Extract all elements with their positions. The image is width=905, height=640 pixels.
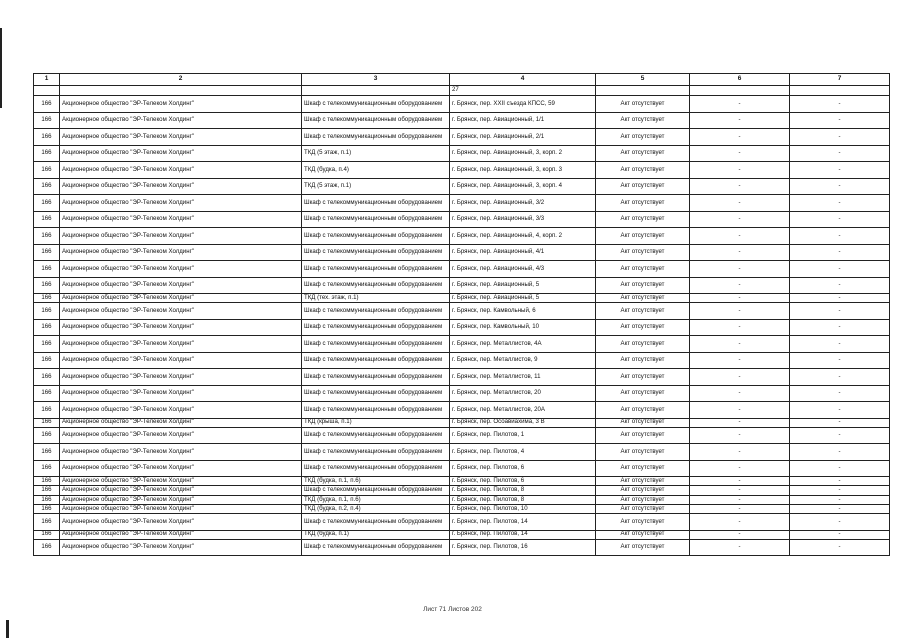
act-status-cell: Акт отсутствует (596, 539, 690, 556)
column-6-cell: - (690, 460, 790, 477)
column-6-cell: - (690, 427, 790, 444)
column-7-cell: - (790, 460, 890, 477)
column-7-cell: - (790, 402, 890, 419)
continuation-note: 27 (450, 86, 596, 96)
table-row (34, 112, 890, 129)
table-row (34, 211, 890, 228)
act-status-cell: Акт отсутствует (596, 145, 690, 162)
address-cell: г. Брянск, пер. Авиационный, 4, корп. 2 (450, 228, 596, 245)
organization-cell: Акционерное общество "ЭР-Телеком Холдинг" (60, 477, 302, 486)
organization-cell: Акционерное общество "ЭР-Телеком Холдинг" (60, 277, 302, 294)
organization-cell: Акционерное общество "ЭР-Телеком Холдинг" (60, 244, 302, 261)
organization-cell: Акционерное общество "ЭР-Телеком Холдинг" (60, 195, 302, 212)
column-6-cell: - (690, 319, 790, 336)
address-cell: г. Брянск, пер. Пилотов, 6 (450, 460, 596, 477)
act-status-cell: Акт отсутствует (596, 261, 690, 278)
organization-cell: Акционерное общество "ЭР-Телеком Холдинг" (60, 162, 302, 179)
table-row (34, 195, 890, 212)
act-status-cell: Акт отсутствует (596, 514, 690, 531)
act-status-cell: Акт отсутствует (596, 96, 690, 113)
organization-cell: Акционерное общество "ЭР-Телеком Холдинг" (60, 303, 302, 320)
column-header-3: 3 (302, 74, 450, 86)
table-row (34, 129, 890, 146)
object-cell: Шкаф с телекоммуникационным оборудованием (302, 427, 450, 444)
empty-cell (596, 86, 690, 96)
page-footer: Лист 71 Листов 202 (423, 606, 482, 613)
object-cell: Шкаф с телекоммуникационным оборудованием (302, 402, 450, 419)
object-cell: Шкаф с телекоммуникационным оборудованием (302, 112, 450, 129)
row-number-cell: 166 (34, 530, 60, 539)
object-cell: Шкаф с телекоммуникационным оборудованием (302, 385, 450, 402)
column-6-cell: - (690, 112, 790, 129)
empty-cell (790, 86, 890, 96)
column-6-cell: - (690, 294, 790, 303)
act-status-cell: Акт отсутствует (596, 294, 690, 303)
table-row (34, 244, 890, 261)
act-status-cell: Акт отсутствует (596, 303, 690, 320)
row-number-cell: 166 (34, 261, 60, 278)
object-cell: Шкаф с телекоммуникационным оборудованием (302, 244, 450, 261)
table-row (34, 496, 890, 505)
column-6-cell: - (690, 336, 790, 353)
address-cell: г. Брянск, пер. Пилотов, 16 (450, 539, 596, 556)
address-cell: г. Брянск, пер. Пилотов, 10 (450, 505, 596, 514)
object-cell: ТКД (будка, п.2, п.4) (302, 505, 450, 514)
row-number-cell: 166 (34, 162, 60, 179)
object-cell: Шкаф с телекоммуникационным оборудованием (302, 277, 450, 294)
act-status-cell: Акт отсутствует (596, 530, 690, 539)
column-6-cell: - (690, 178, 790, 195)
table-row (34, 261, 890, 278)
column-6-cell: - (690, 496, 790, 505)
column-6-cell: - (690, 145, 790, 162)
column-6-cell: - (690, 244, 790, 261)
column-6-cell: - (690, 261, 790, 278)
address-cell: г. Брянск, пер. Осоавиахима, 3 В (450, 418, 596, 427)
table-row (34, 514, 890, 531)
column-7-cell: - (790, 112, 890, 129)
act-status-cell: Акт отсутствует (596, 402, 690, 419)
table-row (34, 277, 890, 294)
act-status-cell: Акт отсутствует (596, 129, 690, 146)
act-status-cell: Акт отсутствует (596, 352, 690, 369)
organization-cell: Акционерное общество "ЭР-Телеком Холдинг" (60, 352, 302, 369)
address-cell: г. Брянск, пер. Пилотов, 8 (450, 496, 596, 505)
table-row (34, 460, 890, 477)
act-status-cell: Акт отсутствует (596, 195, 690, 212)
organization-cell: Акционерное общество "ЭР-Телеком Холдинг" (60, 418, 302, 427)
empty-cell (302, 86, 450, 96)
column-6-cell: - (690, 277, 790, 294)
column-6-cell: - (690, 402, 790, 419)
act-status-cell: Акт отсутствует (596, 486, 690, 496)
row-number-cell: 166 (34, 477, 60, 486)
object-cell: ТКД (5 этаж, п.1) (302, 145, 450, 162)
address-cell: г. Брянск, пер. Авиационный, 5 (450, 277, 596, 294)
row-number-cell: 166 (34, 444, 60, 461)
row-number-cell: 166 (34, 505, 60, 514)
object-cell: ТКД (будка, п.1, п.6) (302, 477, 450, 486)
organization-cell: Акционерное общество "ЭР-Телеком Холдинг" (60, 427, 302, 444)
table-row (34, 539, 890, 556)
column-7-cell: - (790, 96, 890, 113)
act-status-cell: Акт отсутствует (596, 444, 690, 461)
column-6-cell: - (690, 352, 790, 369)
organization-cell: Акционерное общество "ЭР-Телеком Холдинг" (60, 496, 302, 505)
row-number-cell: 166 (34, 352, 60, 369)
act-status-cell: Акт отсутствует (596, 505, 690, 514)
act-status-cell: Акт отсутствует (596, 228, 690, 245)
address-cell: г. Брянск, пер. Пилотов, 6 (450, 477, 596, 486)
row-number-cell: 166 (34, 460, 60, 477)
object-cell: Шкаф с телекоммуникационным оборудованием (302, 303, 450, 320)
column-6-cell: - (690, 505, 790, 514)
column-header-1: 1 (34, 74, 60, 86)
object-cell: Шкаф с телекоммуникационным оборудованием (302, 319, 450, 336)
row-number-cell: 166 (34, 336, 60, 353)
object-cell: Шкаф с телекоммуникационным оборудованием (302, 514, 450, 531)
act-status-cell: Акт отсутствует (596, 112, 690, 129)
organization-cell: Акционерное общество "ЭР-Телеком Холдинг" (60, 228, 302, 245)
register-table-body (34, 86, 890, 556)
organization-cell: Акционерное общество "ЭР-Телеком Холдинг" (60, 178, 302, 195)
object-cell: Шкаф с телекоммуникационным оборудованием (302, 195, 450, 212)
continuation-row (34, 86, 890, 96)
row-number-cell: 166 (34, 129, 60, 146)
address-cell: г. Брянск, пер. Авиационный, 3, корп. 3 (450, 162, 596, 179)
table-row (34, 352, 890, 369)
column-7-cell: - (790, 129, 890, 146)
column-6-cell: - (690, 486, 790, 496)
organization-cell: Акционерное общество "ЭР-Телеком Холдинг" (60, 261, 302, 278)
column-header-2: 2 (60, 74, 302, 86)
row-number-cell: 166 (34, 486, 60, 496)
address-cell: г. Брянск, пер. Пилотов, 14 (450, 530, 596, 539)
address-cell: г. Брянск, пер. Авиационный, 3, корп. 4 (450, 178, 596, 195)
object-cell: Шкаф с телекоммуникационным оборудованием (302, 228, 450, 245)
column-7-cell: - (790, 539, 890, 556)
address-cell: г. Брянск, пер. Пилотов, 4 (450, 444, 596, 461)
address-cell: г. Брянск, пер. Авиационный, 4/1 (450, 244, 596, 261)
column-7-cell: - (790, 178, 890, 195)
empty-cell (34, 86, 60, 96)
column-7-cell: - (790, 336, 890, 353)
column-7-cell: - (790, 514, 890, 531)
row-number-cell: 166 (34, 418, 60, 427)
act-status-cell: Акт отсутствует (596, 244, 690, 261)
object-cell: Шкаф с телекоммуникационным оборудованием (302, 96, 450, 113)
table-row (34, 530, 890, 539)
organization-cell: Акционерное общество "ЭР-Телеком Холдинг" (60, 336, 302, 353)
act-status-cell: Акт отсутствует (596, 385, 690, 402)
column-6-cell: - (690, 211, 790, 228)
organization-cell: Акционерное общество "ЭР-Телеком Холдинг" (60, 112, 302, 129)
organization-cell: Акционерное общество "ЭР-Телеком Холдинг" (60, 319, 302, 336)
organization-cell: Акционерное общество "ЭР-Телеком Холдинг" (60, 460, 302, 477)
act-status-cell: Акт отсутствует (596, 369, 690, 386)
column-7-cell: - (790, 303, 890, 320)
column-7-cell: - (790, 162, 890, 179)
column-7-cell: - (790, 477, 890, 486)
table-row (34, 178, 890, 195)
address-cell: г. Брянск, пер. Авиационный, 4/3 (450, 261, 596, 278)
column-6-cell: - (690, 530, 790, 539)
address-cell: г. Брянск, пер. Металлистов, 11 (450, 369, 596, 386)
column-7-cell: - (790, 505, 890, 514)
table-row (34, 303, 890, 320)
address-cell: г. Брянск, пер. Камвольный, 6 (450, 303, 596, 320)
column-6-cell: - (690, 162, 790, 179)
address-cell: г. Брянск, пер. Пилотов, 1 (450, 427, 596, 444)
column-6-cell: - (690, 96, 790, 113)
column-header-4: 4 (450, 74, 596, 86)
column-6-cell: - (690, 129, 790, 146)
table-row (34, 427, 890, 444)
act-status-cell: Акт отсутствует (596, 319, 690, 336)
column-7-cell: - (790, 496, 890, 505)
organization-cell: Акционерное общество "ЭР-Телеком Холдинг" (60, 530, 302, 539)
organization-cell: Акционерное общество "ЭР-Телеком Холдинг" (60, 369, 302, 386)
row-number-cell: 166 (34, 402, 60, 419)
act-status-cell: Акт отсутствует (596, 460, 690, 477)
column-6-cell: - (690, 477, 790, 486)
column-6-cell: - (690, 418, 790, 427)
object-cell: Шкаф с телекоммуникационным оборудованием (302, 539, 450, 556)
address-cell: г. Брянск, пер. Пилотов, 8 (450, 486, 596, 496)
act-status-cell: Акт отсутствует (596, 336, 690, 353)
row-number-cell: 166 (34, 178, 60, 195)
column-7-cell: - (790, 319, 890, 336)
document-sheet (33, 73, 889, 556)
object-cell: Шкаф с телекоммуникационным оборудованием (302, 352, 450, 369)
column-7-cell: - (790, 277, 890, 294)
object-cell: ТКД (5 этаж, п.1) (302, 178, 450, 195)
address-cell: г. Брянск, пер. Авиационный, 2/1 (450, 129, 596, 146)
organization-cell: Акционерное общество "ЭР-Телеком Холдинг" (60, 444, 302, 461)
register-table (33, 73, 890, 556)
object-cell: ТКД (будка, п.1, п.6) (302, 496, 450, 505)
organization-cell: Акционерное общество "ЭР-Телеком Холдинг" (60, 402, 302, 419)
column-header-7: 7 (790, 74, 890, 86)
object-cell: ТКД (будка, п.4) (302, 162, 450, 179)
column-7-cell: - (790, 228, 890, 245)
scan-edge-mark-bottom (6, 620, 9, 638)
object-cell: ТКД (будка, п.1) (302, 530, 450, 539)
column-7-cell: - (790, 261, 890, 278)
organization-cell: Акционерное общество "ЭР-Телеком Холдинг" (60, 486, 302, 496)
column-6-cell: - (690, 195, 790, 212)
address-cell: г. Брянск, пер. Пилотов, 14 (450, 514, 596, 531)
column-7-cell: - (790, 195, 890, 212)
organization-cell: Акционерное общество "ЭР-Телеком Холдинг" (60, 514, 302, 531)
row-number-cell: 166 (34, 96, 60, 113)
object-cell: Шкаф с телекоммуникационным оборудованием (302, 460, 450, 477)
act-status-cell: Акт отсутствует (596, 427, 690, 444)
object-cell: ТКД (тех. этаж, п.1) (302, 294, 450, 303)
column-7-cell: - (790, 352, 890, 369)
object-cell: ТКД (крыша, п.1) (302, 418, 450, 427)
column-7-cell: - (790, 145, 890, 162)
column-7-cell: - (790, 244, 890, 261)
table-row (34, 505, 890, 514)
column-7-cell: - (790, 444, 890, 461)
table-row (34, 319, 890, 336)
table-row (34, 385, 890, 402)
table-row (34, 294, 890, 303)
table-row (34, 477, 890, 486)
table-row (34, 369, 890, 386)
act-status-cell: Акт отсутствует (596, 418, 690, 427)
table-row (34, 444, 890, 461)
table-row (34, 162, 890, 179)
column-7-cell: - (790, 385, 890, 402)
row-number-cell: 166 (34, 112, 60, 129)
column-6-cell: - (690, 539, 790, 556)
address-cell: г. Брянск, пер. Авиационный, 5 (450, 294, 596, 303)
row-number-cell: 166 (34, 145, 60, 162)
row-number-cell: 166 (34, 319, 60, 336)
address-cell: г. Брянск, пер. Авиационный, 3/3 (450, 211, 596, 228)
row-number-cell: 166 (34, 211, 60, 228)
column-7-cell: - (790, 486, 890, 496)
table-row (34, 418, 890, 427)
organization-cell: Акционерное общество "ЭР-Телеком Холдинг" (60, 129, 302, 146)
act-status-cell: Акт отсутствует (596, 477, 690, 486)
act-status-cell: Акт отсутствует (596, 178, 690, 195)
address-cell: г. Брянск, пер. Авиационный, 1/1 (450, 112, 596, 129)
row-number-cell: 166 (34, 514, 60, 531)
column-6-cell: - (690, 228, 790, 245)
object-cell: Шкаф с телекоммуникационным оборудованием (302, 444, 450, 461)
organization-cell: Акционерное общество "ЭР-Телеком Холдинг" (60, 145, 302, 162)
row-number-cell: 166 (34, 294, 60, 303)
object-cell: Шкаф с телекоммуникационным оборудованием (302, 129, 450, 146)
address-cell: г. Брянск, пер. Металлистов, 20 (450, 385, 596, 402)
row-number-cell: 166 (34, 277, 60, 294)
row-number-cell: 166 (34, 539, 60, 556)
organization-cell: Акционерное общество "ЭР-Телеком Холдинг" (60, 211, 302, 228)
organization-cell: Акционерное общество "ЭР-Телеком Холдинг" (60, 505, 302, 514)
column-6-cell: - (690, 303, 790, 320)
address-cell: г. Брянск, пер. Металлистов, 9 (450, 352, 596, 369)
object-cell: Шкаф с телекоммуникационным оборудованием (302, 369, 450, 386)
column-number-row (34, 74, 890, 86)
act-status-cell: Акт отсутствует (596, 496, 690, 505)
address-cell: г. Брянск, пер. XXII съезда КПСС, 59 (450, 96, 596, 113)
table-row (34, 402, 890, 419)
address-cell: г. Брянск, пер. Авиационный, 3, корп. 2 (450, 145, 596, 162)
object-cell: Шкаф с телекоммуникационным оборудованием (302, 211, 450, 228)
column-7-cell: - (790, 427, 890, 444)
table-row (34, 336, 890, 353)
column-7-cell: - (790, 369, 890, 386)
empty-cell (60, 86, 302, 96)
empty-cell (690, 86, 790, 96)
column-header-5: 5 (596, 74, 690, 86)
column-6-cell: - (690, 385, 790, 402)
row-number-cell: 166 (34, 244, 60, 261)
address-cell: г. Брянск, пер. Камвольный, 10 (450, 319, 596, 336)
object-cell: Шкаф с телекоммуникационным оборудованием (302, 261, 450, 278)
table-row (34, 486, 890, 496)
row-number-cell: 166 (34, 385, 60, 402)
scan-edge-mark (0, 28, 2, 108)
object-cell: Шкаф с телекоммуникационным оборудованием (302, 486, 450, 496)
table-row (34, 96, 890, 113)
column-6-cell: - (690, 369, 790, 386)
column-header-6: 6 (690, 74, 790, 86)
act-status-cell: Акт отсутствует (596, 211, 690, 228)
table-row (34, 145, 890, 162)
column-7-cell: - (790, 211, 890, 228)
address-cell: г. Брянск, пер. Авиационный, 3/2 (450, 195, 596, 212)
organization-cell: Акционерное общество "ЭР-Телеком Холдинг" (60, 96, 302, 113)
row-number-cell: 166 (34, 228, 60, 245)
row-number-cell: 166 (34, 303, 60, 320)
row-number-cell: 166 (34, 195, 60, 212)
column-7-cell: - (790, 530, 890, 539)
row-number-cell: 166 (34, 496, 60, 505)
row-number-cell: 166 (34, 427, 60, 444)
object-cell: Шкаф с телекоммуникационным оборудованием (302, 336, 450, 353)
row-number-cell: 166 (34, 369, 60, 386)
address-cell: г. Брянск, пер. Металлистов, 20А (450, 402, 596, 419)
address-cell: г. Брянск, пер. Металлистов, 4А (450, 336, 596, 353)
column-7-cell: - (790, 294, 890, 303)
act-status-cell: Акт отсутствует (596, 162, 690, 179)
organization-cell: Акционерное общество "ЭР-Телеком Холдинг" (60, 385, 302, 402)
organization-cell: Акционерное общество "ЭР-Телеком Холдинг" (60, 539, 302, 556)
act-status-cell: Акт отсутствует (596, 277, 690, 294)
column-7-cell: - (790, 418, 890, 427)
table-row (34, 228, 890, 245)
column-6-cell: - (690, 514, 790, 531)
column-6-cell: - (690, 444, 790, 461)
organization-cell: Акционерное общество "ЭР-Телеком Холдинг" (60, 294, 302, 303)
